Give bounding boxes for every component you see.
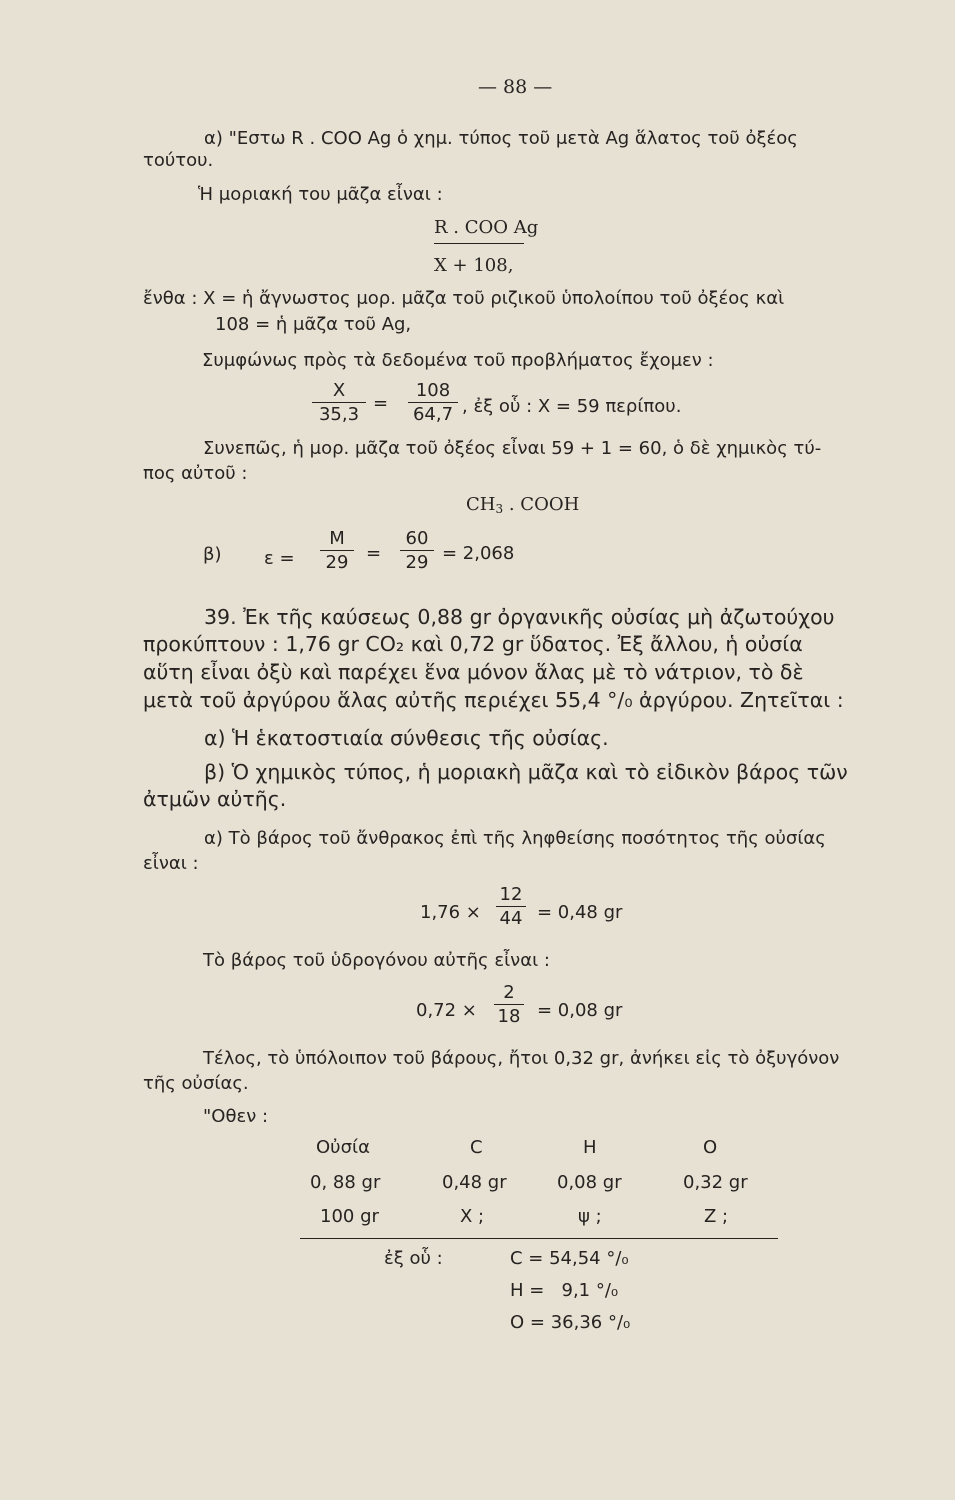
carbon-intro: α) Τὸ βάρος τοῦ ἄνθρακος ἐπὶ τῆς ληφθείσης ποσότητος τῆς οὐσίας <box>204 828 826 849</box>
fraction-numerator: 12 <box>499 884 523 905</box>
carbon-intro-cont: εἶναι : <box>143 853 199 874</box>
fraction-denominator: 29 <box>400 550 434 572</box>
fraction-108-over-64 <box>408 382 458 424</box>
fraction-denominator: 29 <box>320 550 354 572</box>
consequently-line-cont: πος αὐτοῦ : <box>143 463 248 484</box>
fraction-numerator: 2 <box>503 982 515 1003</box>
from-which-label: ἐξ οὗ : <box>384 1248 443 1269</box>
table-header: Οὐσία <box>316 1137 370 1158</box>
equals-sign: = <box>366 543 382 564</box>
table-cell: Z ; <box>704 1206 729 1227</box>
according-line: Συμφώνως πρὸς τὰ δεδομένα τοῦ προβλήματος ἔχομεν : <box>202 350 714 371</box>
acetic-acid-formula <box>466 494 579 516</box>
hydrogen-intro: Τὸ βάρος τοῦ ὑδρογόνου αὐτῆς εἶναι : <box>203 950 550 971</box>
problem-39-line-4: μετὰ τοῦ ἀργύρου ἅλας αὐτῆς περιέχει 55,4 °/₀ ἀργύρου. Ζητεῖται : <box>143 688 844 712</box>
table-cell: 0,48 gr <box>442 1172 507 1193</box>
hydrogen-calc-left: 0,72 × <box>416 1000 477 1021</box>
fraction-numerator: 108 <box>415 380 451 401</box>
epsilon-label: ε = <box>264 548 295 569</box>
fraction-m-over-29 <box>320 530 354 572</box>
epsilon-result: = 2,068 <box>442 543 515 564</box>
table-cell: 100 gr <box>320 1206 379 1227</box>
table-cell: 0,08 gr <box>557 1172 622 1193</box>
fraction-denominator: 44 <box>496 906 526 928</box>
question-a: α) Ἡ ἑκατοστιαία σύνθεσις τῆς οὐσίας. <box>204 726 609 750</box>
formula-denominator: X + 108, <box>434 255 514 276</box>
question-b-cont: ἀτμῶν αὐτῆς. <box>143 787 287 811</box>
formula-fraction-bar <box>434 243 524 244</box>
molar-mass-intro: Ἡ μοριακή του μᾶζα εἶναι : <box>198 184 443 205</box>
table-cell: 0, 88 gr <box>310 1172 381 1193</box>
problem-39-line-2: προκύπτουν : 1,76 gr CO₂ καὶ 0,72 gr ὕδατος. Ἐξ ἄλλου, ἡ οὐσία <box>143 632 803 656</box>
fraction-numerator: 60 <box>405 528 429 549</box>
question-b: β) Ὁ χημικὸς τύπος, ἡ μοριακὴ μᾶζα καὶ τὸ εἰδικὸν βάρος τῶν <box>204 760 848 784</box>
hydrogen-percent: H = 9,1 °/₀ <box>510 1280 619 1301</box>
formula-ch: CH <box>466 494 496 515</box>
page-number: — 88 — <box>478 76 553 98</box>
oxygen-percent: O = 36,36 °/₀ <box>510 1312 631 1333</box>
table-header: O <box>703 1137 718 1158</box>
hence-label: "Οθεν : <box>203 1106 269 1127</box>
fraction-numerator: M <box>329 528 345 549</box>
fraction-denominator: 18 <box>494 1004 524 1026</box>
table-cell: X ; <box>460 1206 485 1227</box>
table-bottom-rule <box>300 1238 778 1239</box>
formula-numerator: R . COO Ag <box>434 217 539 238</box>
where-line: ἔνθα : X = ἡ ἄγνωστος μορ. μᾶζα τοῦ ριζικοῦ ὑπολοίπου τοῦ ὀξέος καὶ <box>143 288 785 309</box>
part-b-label: β) <box>203 544 222 565</box>
fraction-denominator: 35,3 <box>312 402 366 424</box>
oxygen-text-cont: τῆς οὐσίας. <box>143 1073 249 1094</box>
carbon-calc-result: = 0,48 gr <box>537 902 623 923</box>
fraction-12-over-44 <box>496 886 526 928</box>
problem-39-line-3: αὕτη εἶναι ὀξὺ καὶ παρέχει ἕνα μόνον ἅλας μὲ τὸ νάτριον, τὸ δὲ <box>143 660 804 684</box>
problem-39-line-1: 39. Ἐκ τῆς καύσεως 0,88 gr ὀργανικῆς οὐσίας μὴ ἀζωτούχου <box>204 605 835 629</box>
table-header: H <box>583 1137 597 1158</box>
salt-formula-line-cont: τούτου. <box>143 150 214 171</box>
fraction-denominator: 64,7 <box>408 402 458 424</box>
fraction-2-over-18 <box>494 984 524 1026</box>
silver-mass-line: 108 = ἡ μᾶζα τοῦ Ag, <box>215 314 412 335</box>
equation-result: , ἐξ οὗ : X = 59 περίπου. <box>462 396 682 417</box>
carbon-calc-left: 1,76 × <box>420 902 481 923</box>
carbon-percent: C = 54,54 °/₀ <box>510 1248 629 1269</box>
fraction-numerator: X <box>332 380 346 401</box>
formula-subscript: 3 <box>495 502 504 516</box>
table-cell: ψ ; <box>578 1206 602 1227</box>
table-cell: 0,32 gr <box>683 1172 748 1193</box>
formula-cooh: . COOH <box>508 494 580 515</box>
fraction-60-over-29 <box>400 530 434 572</box>
equals-sign: = <box>373 393 389 414</box>
fraction-x-over-35 <box>312 382 366 424</box>
oxygen-text: Τέλος, τὸ ὑπόλοιπον τοῦ βάρους, ἤτοι 0,32 gr, ἀνήκει εἰς τὸ ὀξυγόνον <box>203 1048 840 1069</box>
table-header: C <box>470 1137 483 1158</box>
salt-formula-line: α) "Εστω R . COO Ag ὁ χημ. τύπος τοῦ μετὰ Ag ἅλατος τοῦ ὀξέος <box>204 128 798 149</box>
consequently-line: Συνεπῶς, ἡ μορ. μᾶζα τοῦ ὀξέος εἶναι 59 + 1 = 60, ὁ δὲ χημικὸς τύ- <box>203 438 822 459</box>
hydrogen-calc-result: = 0,08 gr <box>537 1000 623 1021</box>
